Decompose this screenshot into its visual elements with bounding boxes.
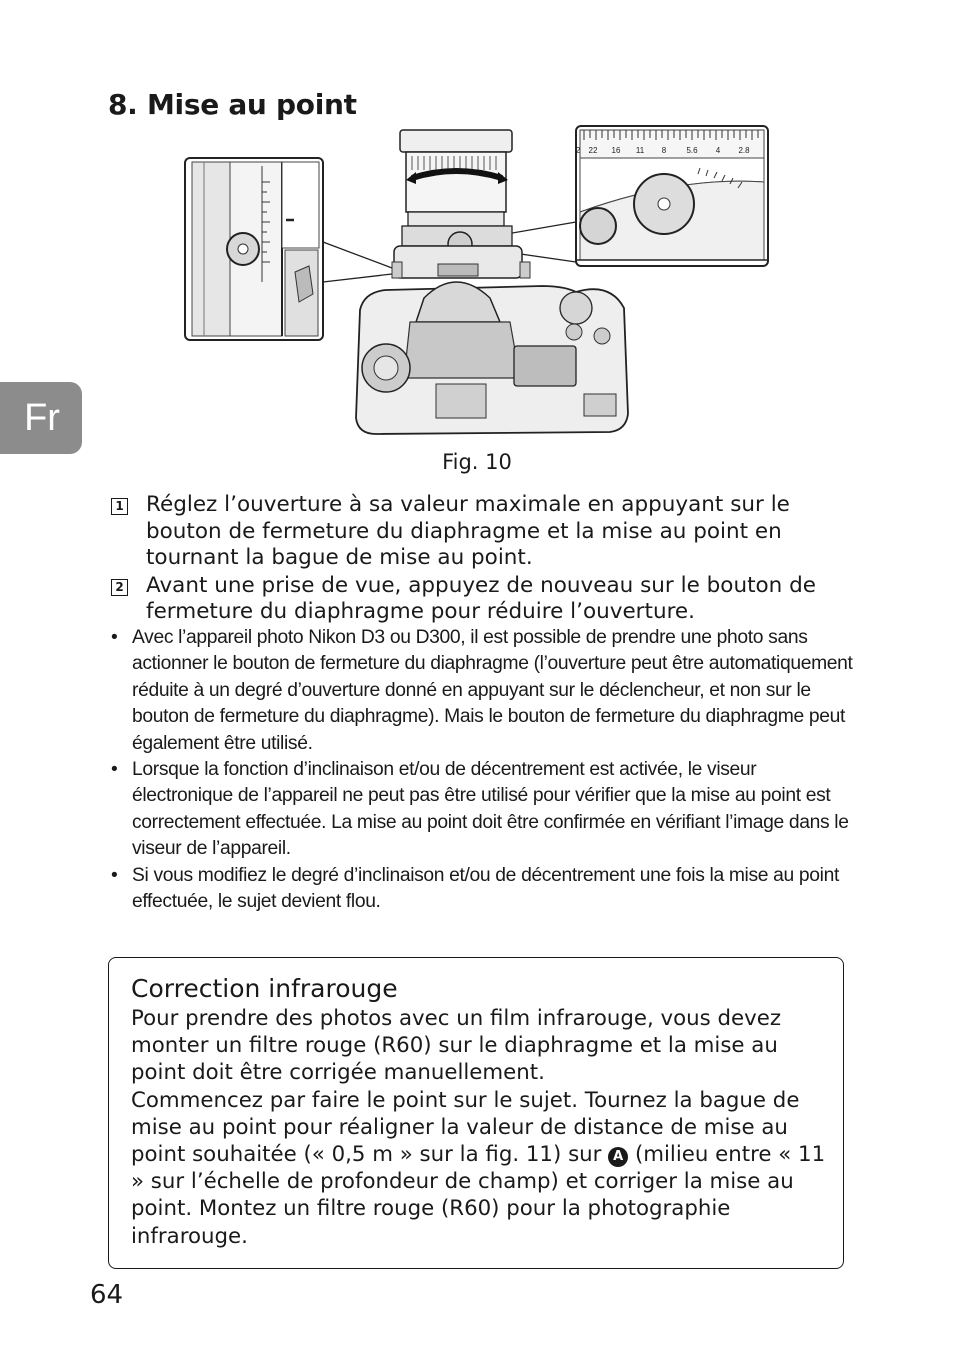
bullet-icon: • <box>111 864 118 886</box>
left-inset <box>185 158 323 340</box>
note-item <box>108 625 853 757</box>
box-paragraph-end: (milieu entre « 11 » sur l’échelle de profondeur de champ) et corriger la mise au point. Montez un filtre rouge (R60) pour la photographie infrarouge. <box>131 1142 826 1249</box>
figure-10-illustration <box>180 122 772 444</box>
page-number: 64 <box>90 1280 124 1310</box>
step-text: Avant une prise de vue, appuyez de nouveau sur le bouton de fermeture du diaphragme pour réduire l’ouverture. <box>146 572 816 624</box>
page-title: 8. Mise au point <box>108 88 357 121</box>
dof-scale-label: 2.8 <box>738 146 750 155</box>
box-body <box>131 1005 831 1250</box>
note-item <box>108 863 853 916</box>
language-tab: Fr <box>0 382 82 454</box>
step-item <box>108 492 848 572</box>
camera-body <box>356 282 628 434</box>
bullet-icon: • <box>111 759 118 781</box>
box-paragraph-start: Commencez par faire le point sur le sujet. Tournez la bague de mise au point pour réaligner la valeur de distance de mise au point souhaitée (« 0,5 m » sur la fig. 11) sur <box>131 1087 800 1168</box>
infrared-correction-box <box>108 957 844 1269</box>
box-paragraph: Pour prendre des photos avec un film infrarouge, vous devez monter un filtre rouge (R60) sur le diaphragme et la mise au point doit être corrigée manuellement. <box>131 1006 782 1086</box>
right-inset <box>576 126 768 266</box>
dof-scale-label: 5.6 <box>686 146 698 155</box>
box-paragraph <box>131 1087 831 1250</box>
step-number: 2 <box>111 579 128 596</box>
bullet-icon: • <box>111 627 118 648</box>
dof-scale-label: 11 <box>635 146 645 155</box>
dof-scale-label: 22 <box>588 146 598 155</box>
figure-caption: Fig. 10 <box>442 450 512 474</box>
step-item <box>108 573 848 626</box>
step-text: Réglez l’ouverture à sa valeur maximale en appuyant sur le bouton de fermeture du diaphragme et la mise au point en tournant la bague de mise au point. <box>146 492 790 570</box>
step-list <box>108 492 848 627</box>
dof-scale-label: 4 <box>715 146 721 155</box>
box-title: Correction infrarouge <box>131 974 398 1003</box>
camera-lens-illustration <box>180 122 772 444</box>
dof-scale-label: 8 <box>661 146 667 155</box>
step-number: 1 <box>111 498 128 515</box>
note-item <box>108 757 853 863</box>
marker-a-icon: A <box>608 1147 628 1167</box>
note-text: Si vous modifiez le degré d’inclinaison et/ou de décentrement une fois la mise au point effectuée, le sujet devient flou. <box>132 864 839 913</box>
lens <box>392 130 530 278</box>
dof-scale-label: 2 <box>575 146 581 155</box>
note-text: Lorsque la fonction d’inclinaison et/ou de décentrement est activée, le viseur électronique de l’appareil ne peut pas être utilisé pour vérifier que la mise au point est correctement effectuée. La mise au point doit être confirmée en vérifiant l’image dans le viseur de l’appareil. <box>132 759 849 860</box>
dof-scale-label: 16 <box>611 146 621 155</box>
notes-list <box>108 625 853 915</box>
note-text: Avec l’appareil photo Nikon D3 ou D300, il est possible de prendre une photo sans actionner le bouton de fermeture du diaphragme (l’ouverture peut être automatiquement réduite à un degré d’ouverture donné en appuyant sur le déclencheur, et non sur le bouton de fermeture du diaphragme). Mais le bouton de fermeture du diaphragme peut également être utilisé. <box>132 627 853 754</box>
